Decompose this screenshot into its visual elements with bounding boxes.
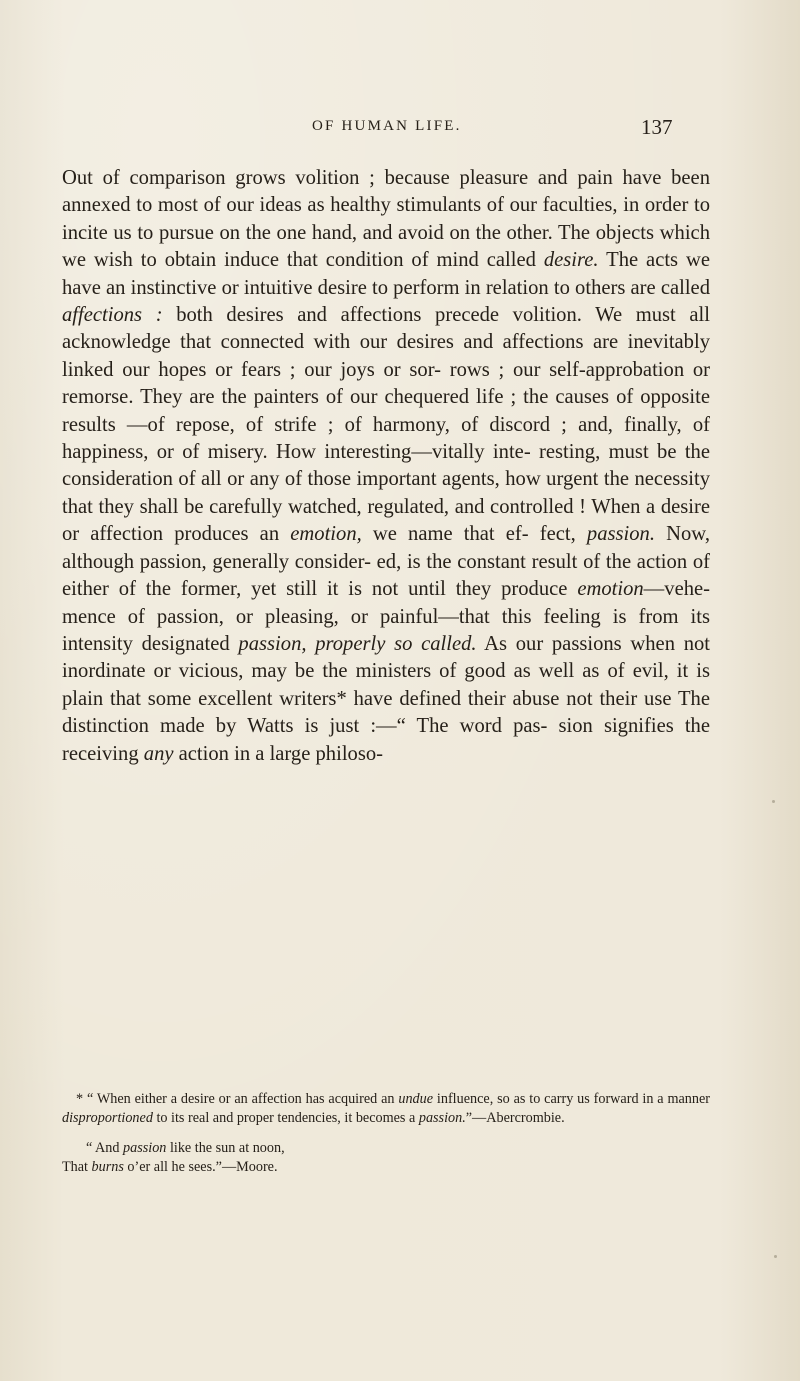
italic-text-run: emotion	[577, 578, 644, 601]
text-run: like the sun at noon,	[166, 1140, 285, 1156]
text-run: The acts we have an instinctive or intuitive desire to perform in relation to others are called	[62, 249, 711, 299]
footnote-moore-verse	[62, 1139, 710, 1176]
verse-line-1	[62, 1139, 710, 1158]
text-run: As our passions when not inordinate or vicious, may be the ministers of good as well as of evil, it is plain that some excellent writers* have defined their abuse not their use The distinction made by Watts is just :—“ The word pas- sion signifies the receiving	[62, 632, 711, 765]
italic-text-run: passion	[123, 1140, 167, 1156]
page-number: 137	[641, 115, 673, 139]
italic-text-run: undue	[398, 1091, 434, 1107]
text-run: we name that ef- fect,	[361, 523, 587, 546]
text-run: influence, so as to carry us forward in a manner	[433, 1091, 711, 1107]
italic-text-run: passion, properly so called.	[238, 632, 477, 655]
running-head	[0, 115, 800, 140]
text-run: Out of comparison grows volition ; because pleasure and pain have been annexed to most of our ideas as healthy stimulants of our faculties, in order to incite us to pursue on the one hand, and avoid on the other. The objects which we wish to obtain induce that condition of mind called	[62, 167, 710, 272]
italic-text-run: any	[143, 742, 174, 765]
text-run: That	[62, 1158, 92, 1175]
text-run: to its real and proper tendencies, it becomes a	[152, 1109, 419, 1126]
text-run: “ And	[86, 1140, 124, 1156]
text-run: both desires and affections precede volition. We must all acknowledge that connected with our desires and affections are inevitably linked our hopes or fears ; our joys or sor- rows ; our self-approbation or remorse. They are the painters of our chequered life ; the causes of opposite results —of repose, of strife ; of harmony, of discord ; and, finally, of happiness, or of misery. How interesting—vitally inte- resting, must be the consideration of all or any of those important agents, how urgent the necessity that they shall be carefully watched, regulated, and controlled ! When a desire or affection produces an	[62, 304, 710, 546]
text-run: action in a large philoso-	[173, 742, 384, 765]
body-paragraph	[62, 165, 710, 768]
italic-text-run: desire.	[543, 249, 599, 272]
italic-text-run: burns	[91, 1158, 124, 1175]
verse-line-2	[62, 1158, 710, 1177]
running-title: OF HUMAN LIFE.	[312, 118, 462, 134]
italic-text-run: passion.	[418, 1109, 466, 1126]
footnotes	[62, 1090, 710, 1176]
text-run: —vehe- mence of passion, or pleasing, or painful—that this feeling is from its intensity designated	[62, 578, 710, 655]
text-run: ”—Abercrombie.	[465, 1109, 565, 1126]
footnote-abercrombie	[62, 1090, 710, 1127]
text-run: Now, although passion, generally consider- ed, is the constant result of the action of either of the former, yet still it is not until they produce	[62, 523, 710, 601]
italic-text-run: disproportioned	[62, 1109, 153, 1126]
text-run: o’er all he sees.”—Moore.	[123, 1158, 278, 1175]
text-run: * “ When either a desire or an affection has acquired an	[76, 1091, 399, 1107]
italic-text-run: affections :	[62, 304, 163, 327]
italic-text-run: emotion,	[290, 523, 362, 546]
paper-spot	[772, 800, 775, 803]
italic-text-run: passion.	[586, 523, 655, 546]
paper-spot	[774, 1255, 777, 1258]
